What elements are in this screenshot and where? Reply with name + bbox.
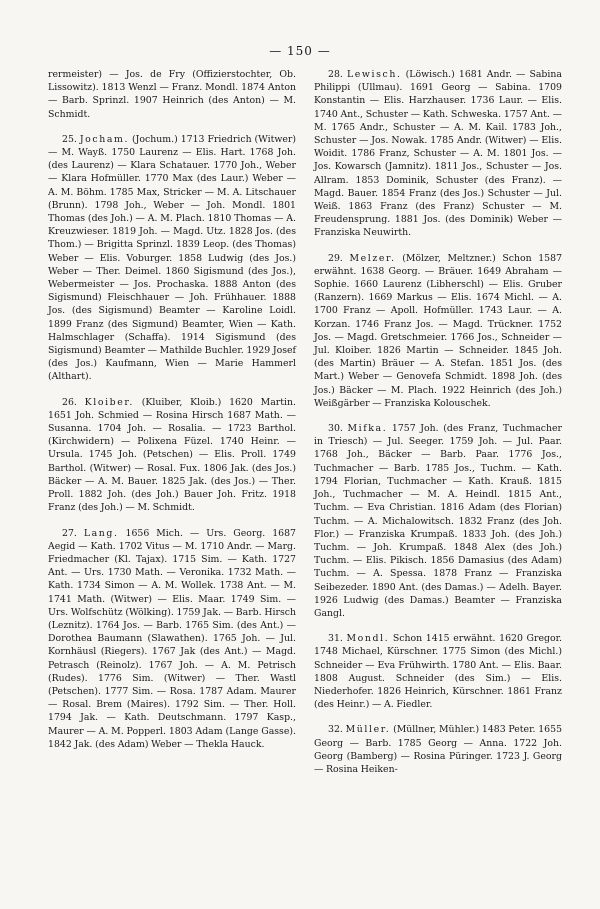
entry-paragraph (314, 422, 562, 620)
right-column (314, 68, 562, 776)
entry-surname: Lang. (83, 527, 119, 539)
entry-number: 30. (328, 423, 343, 435)
entry-paragraph (48, 396, 296, 515)
entry-number: 25. (62, 133, 77, 145)
entry-text: (Jochum.) 1713 Friedrich (Witwer) — M. Wayß. 1750 Laurenz — Elis. Hart. 1768 Joh. (des Laurenz) — Klara Schatauer. 1770 Joh., Weber — Klara Hofmüller. 1770 Max (des Laur.) Weber — A. M. Böhm. 1785 Max, Stricker — M. A. Litschauer (Brunn). 1798 Joh., Weber — Joh. Mondl. 1801 Thomas (des Joh.) — A. M. Plach. 1810 Thomas — A. Kreuzwieser. 1819 Joh. — Magd. Utz. 1828 Jos. (des Thom.) — Brigitta Sprinzl. 1839 Leop. (des Thomas) Weber — Elis. Voburger. 1858 Ludwig (des Jos.) Weber — Ther. Deimel. 1860 Sigismund (des Jos.), Webermeister — Jos. Prochaska. 1888 Anton (des Sigismund) Fleischhauer — Joh. Frühhauer. 1888 Jos. (des Sigismund) Beamter — Karoline Loidl. 1899 Franz (des Sigmund) Beamter, Wien — Kath. Halmschlager (Schaffa). 1914 Sigismund (des Sigismund) Beamter — Mathilde Buchler. 1929 Josef (des Jos.) Kaufmann, Wien — Marie Hammerl (Althart). (48, 133, 297, 383)
entry-surname: Melzer. (349, 252, 396, 264)
entry-surname: Mifka. (347, 423, 388, 435)
entry-paragraph (314, 723, 562, 776)
entry-paragraph (48, 68, 296, 121)
entry-number: 28. (328, 69, 343, 80)
entry-number: 31. (328, 633, 343, 645)
entry-number: 29. (328, 252, 343, 264)
entry-text: 1656 Mich. — Urs. Georg. 1687 Aegid — Kath. 1702 Vitus — M. 1710 Andr. — Marg. Friedmacher (Kl. Tajax). 1715 Sim. — Kath. 1727 Ant. — Urs. 1730 Math. — Veronika. 1732 Math. — Kath. 1734 Simon — A. M. Wollek. 1738 Ant. — M. 1741 Math. (Witwer) — Elis. Maar. 1749 Sim. — Urs. Wolfschütz (Wölking). 1759 Jak. — Barb. Hirsch (Leznitz). 1764 Jos. — Barb. 1765 Sim. (des Ant.) — Dorothea Baumann (Slawathen). 1765 Joh. — Jul. Kornhäusl (Riegers). 1767 Jak (des Ant.) — Magd. Petrasch (Reinolz). 1767 Joh. — A. M. Petrisch (Rudes). 1776 Sim. (Witwer) — Ther. Wastl (Petschen). 1777 Sim. — Rosa. 1787 Adam. Maurer — Rosal. Brem (Maires). 1792 Sim. — Ther. Holl. 1794 Jak. — Kath. Deutschmann. 1797 Kasp., Maurer — A. M. Popperl. 1803 Adam (Lange Gasse). 1842 Jak. (des Adam) Weber — Thekla Hauck. (48, 527, 296, 750)
entry-number: 26. (62, 396, 77, 408)
left-column (48, 68, 296, 751)
entry-surname: Jocham. (79, 133, 130, 145)
entry-text: (Löwisch.) 1681 Andr. — Sabina Philippi (Ullmau). 1691 Georg — Sabina. 1709 Konstantin — Elis. Harzhauser. 1736 Laur. — Elis. 1740 Ant., Schuster — Kath. Schweska. 1757 Ant. — M. 1765 Andr., Schuster — A. M. Kail. 1783 Joh., Schuster — Jos. Nowak. 1785 Andr. (Witwer) — Elis. Woidit. 1786 Franz, Schuster — A. M. 1801 Jos. — Jos. Kowarsch (Jamnitz). 1811 Jos., Schuster — Jos. Allram. 1853 Dominik, Schuster (des Franz). — Magd. Bauer. 1854 Franz (des Jos.) Schuster — Jul. Weiß. 1863 Franz (des Franz) Schuster — M. Freudensprung. 1881 Jos. (des Dominik) Weber — Franziska Neuwirth. (314, 69, 562, 239)
entry-surname: Müller. (345, 724, 391, 736)
entry-surname: Lewisch. (346, 69, 402, 80)
entry-text: (Kluiber, Kloib.) 1620 Martin. 1651 Joh. Schmied — Rosina Hirsch 1687 Math. — Susanna. 1704 Joh. — Rosalia. — 1723 Barthol. (Kirchwidern) — Polixena Füzel. 1740 Heinr. — Ursula. 1745 Joh. (Petschen) — Elis. Proll. 1749 Barthol. (Witwer) — Rosal. Fux. 1806 Jak. (des Jos.) Bäcker — A. M. Bauer. 1825 Jak. (des Jos.) — Ther. Proll. 1882 Joh. (des Joh.) Bauer Joh. Fritz. 1918 Franz (des Joh.) — M. Schmidt. (48, 396, 296, 514)
entry-number: 32. (328, 724, 343, 736)
entry-surname: Kloiber. (84, 396, 134, 408)
entry-number: 27. (62, 527, 77, 539)
entry-text: Schon 1415 erwähnt. 1620 Gregor. 1748 Michael, Kürschner. 1775 Simon (des Michl.) Schneider — Eva Frühwirth. 1780 Ant. — Elis. Baar. 1808 August. Schneider (des Sim.) — Elis. Niederhofer. 1826 Heinrich, Kürschner. 1861 Franz (des Heinr.) — A. Fiedler. (314, 633, 563, 711)
entry-paragraph (48, 133, 296, 384)
entry-text: 1757 Joh. (des Franz, Tuchmacher in Triesch) — Jul. Seeger. 1759 Joh. — Jul. Paar. 1768 Joh., Bäcker — Barb. Paar. 1776 Jos., Tuchmacher — Barb. 1785 Jos., Tuchm. — Kath. 1794 Florian, Tuchmacher — Kath. Krauß. 1815 Joh., Tuchmacher — M. A. Heindl. 1815 Ant., Tuchm. — Eva Christian. 1816 Adam (des Florian) Tuchm. — A. Michalowitsch. 1832 Franz (des Joh. Flor.) — Franziska Krumpaß. 1833 Joh. (des Joh.) Tuchm. — Joh. Krumpaß. 1848 Alex (des Joh.) Tuchm. — Elis. Pikisch. 1856 Damasius (des Adam) Tuchm. — A. Spessa. 1878 Franz — Franziska Seibezeder. 1890 Ant. (des Damas.) — Adelh. Bayer. 1926 Ludwig (des Damas.) Beamter — Franziska Gangl. (314, 423, 563, 619)
entry-text: (Mölzer, Meltzner.) Schon 1587 erwähnt. 1638 Georg. — Bräuer. 1649 Abraham — Sophie. 1660 Laurenz (Libherschl) — Elis. Gruber (Ranzern). 1669 Markus — Elis. 1674 Michl. — A. 1700 Franz — Apoll. Hofmüller. 1743 Laur. — A. Korzan. 1746 Franz Jos. — Magd. Trückner. 1752 Jos. — Magd. Gretschmeier. 1766 Jos., Schneider — Jul. Kloiber. 1826 Martin — Schneider. 1845 Joh. (des Martin) Bräuer — A. Stefan. 1851 Jos. (des Mart.) Weber — Genovefa Schmidt. 1898 Joh. (des Jos.) Bäcker — M. Plach. 1922 Heinrich (des Joh.) Weißgärber — Franziska Kolouschek. (314, 252, 563, 409)
entry-paragraph (314, 632, 562, 711)
entry-paragraph (48, 527, 296, 751)
entry-surname: Mondl. (346, 633, 390, 645)
entry-text: (Müllner, Mühler.) 1483 Peter. 1655 Georg — Barb. 1785 Georg — Anna. 1722 Joh. Georg (Bamberg) — Rosina Püringer. 1723 J. Georg — Rosina Heiken- (314, 724, 563, 775)
entry-paragraph (314, 68, 562, 240)
entry-text: rermeister) — Jos. de Fry (Offizierstochter, Ob. Lissowitz). 1813 Wenzl — Franz. Mondl. 1874 Anton — Barb. Sprinzl. 1907 Heinrich (des Anton) — M. Schmidt. (48, 69, 296, 120)
page-number: — 150 — (269, 44, 331, 58)
entry-paragraph (314, 252, 562, 410)
